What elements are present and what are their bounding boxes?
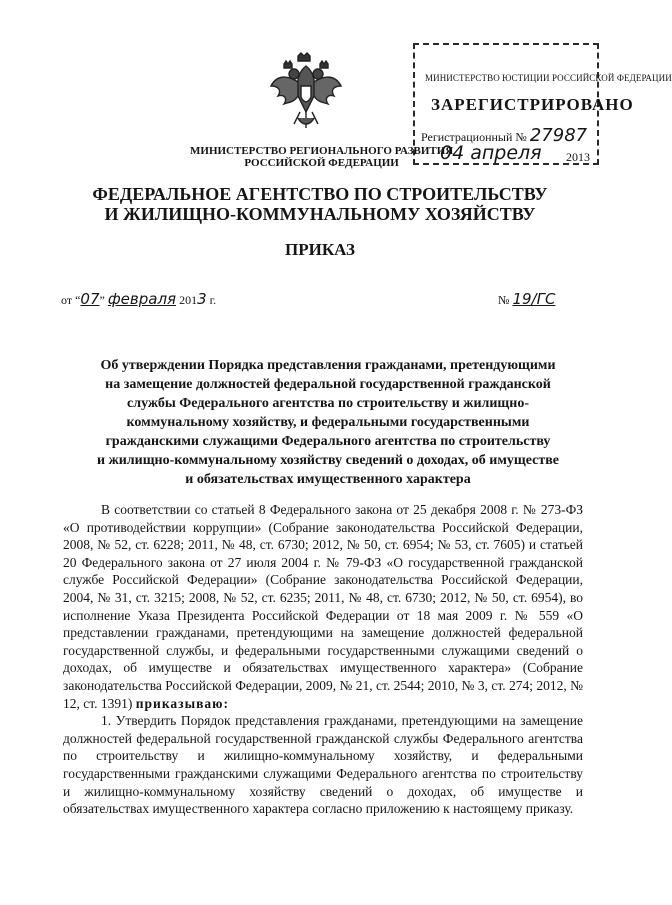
stamp-year: 2013 [566,150,590,164]
date-suffix: г. [209,293,217,307]
subject-line: и жилищно-коммунальному хозяйству сведений о доходах, об имуществе [97,453,559,468]
date-quote: ” [99,293,105,307]
subject-line: службы Федерального агентства по строительству и жилищно- [127,396,529,411]
order-number [498,290,555,308]
date-prefix: от “ [61,293,81,307]
agency-line2: И ЖИЛИЩНО-КОММУНАЛЬНОМУ ХОЗЯЙСТВУ [104,204,536,224]
subject-line: на замещение должностей федеральной государственной гражданской [105,377,551,392]
agency-name [0,184,640,224]
agency-line1: ФЕДЕРАЛЬНОЕ АГЕНТСТВО ПО СТРОИТЕЛЬСТВУ [92,184,548,204]
order-date [61,290,216,308]
ministry-header [190,145,453,169]
ministry-line1: МИНИСТЕРСТВО РЕГИОНАЛЬНОГО РАЗВИТИЯ [190,145,454,157]
order-subject [68,356,588,489]
stamp-reg-label: Регистрационный № [421,130,527,144]
order-number-value: 19/ГС [512,290,556,308]
stamp-ministry: МИНИСТЕРСТВО ЮСТИЦИИ РОССИЙСКОЙ ФЕДЕРАЦИИ [425,73,672,83]
order-number-prefix: № [498,293,510,307]
ministry-line2: РОССИЙСКОЙ ФЕДЕРАЦИИ [244,157,399,169]
state-emblem-icon [268,52,344,132]
body-paragraph-1 [63,501,583,712]
date-year-prefix: 201 [179,293,198,307]
subject-line: гражданскими служащими Федерального агентства по строительству [105,434,551,449]
date-day: 07 [80,290,100,308]
order-keyword: приказываю: [135,695,229,711]
subject-line: и обязательствах имущественного характера [185,472,471,487]
date-year-digit: 3 [197,290,207,308]
date-month: февраля [107,290,177,308]
stamp-date-handwritten: 04 апреля [440,142,542,164]
order-body [63,501,583,818]
order-title: ПРИКАЗ [285,240,355,259]
stamp-reg-number-handwritten: 27987 [529,125,588,146]
stamp-registered: ЗАРЕГИСТРИРОВАНО [431,95,634,114]
subject-line: Об утверждении Порядка представления гражданами, претендующими [100,358,556,373]
body-paragraph-2: 1. Утвердить Порядок представления гражданами, претендующими на замещение должностей федеральной государственной гражданской службы Федерального агентства по строительству и жилищно-коммунальному хозяйству, и федеральными государственными гражданскими служащими Федерального агентства по строительству и жилищно-коммунальному хозяйству сведений о доходах, об имуществе и обязательствах имущественного характера согласно приложению к настоящему приказу. [63,713,583,817]
subject-line: коммунальному хозяйству, и федеральными государственными [126,415,530,430]
body-paragraph-1-text: В соответствии со статьей 8 Федерального закона от 25 декабря 2008 г. № 273-ФЗ «О противодействии коррупции» (Собрание законодательства Российской Федерации, 2008, № 52, ст. 6228; 2011, № 48, ст. 6730; 2012, № 50, ст. 6954; № 53, ст. 7605) и статьей 20 Федерального закона от 27 июля 2004 г. № 79-ФЗ «О государственной гражданской службе Российской Федерации» (Собрание законодательства Российской Федерации, 2004, № 31, ст. 3215; 2008, № 52, ст. 6235; 2011, № 48, ст. 6730; 2012, № 50, ст. 6954), во исполнение Указа Президента Российской Федерации от 18 мая 2009 г. № 559 «О представлении гражданами, претендующими на замещение должностей федеральной государственной службы, и федеральными государственными служащими сведений о доходах, об имуществе и обязательствах имущественного характера» (Собрание законодательства Российской Федерации, 2009, № 21, ст. 2544; 2010, № 3, ст. 274; 2012, № 12, ст. 1391) [63,502,583,711]
